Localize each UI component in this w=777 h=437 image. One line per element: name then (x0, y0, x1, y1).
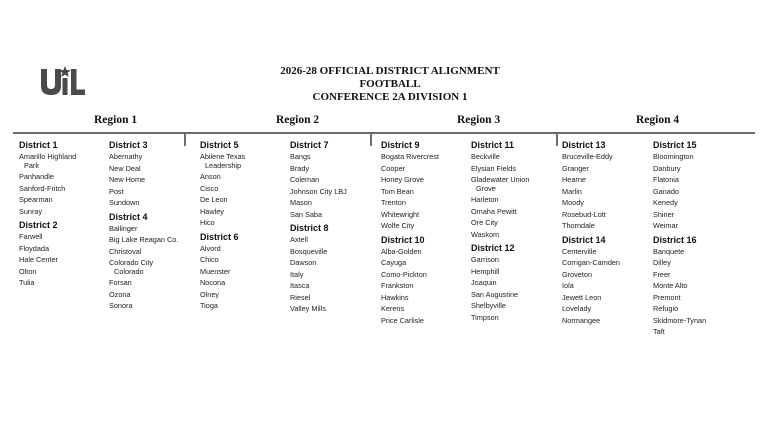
district-block (200, 231, 294, 311)
school-name (381, 282, 475, 291)
school-name (200, 279, 294, 288)
school-name (653, 153, 747, 162)
school-name (562, 317, 656, 326)
district-block (19, 219, 113, 288)
school-name (562, 248, 656, 257)
school-name-text: Alba-Golden (381, 246, 422, 256)
school-name (200, 268, 294, 277)
school-name (653, 282, 747, 291)
district-name: District 14 (562, 234, 606, 245)
school-name (653, 305, 747, 314)
district-name: District 6 (200, 231, 239, 242)
school-name (19, 153, 113, 170)
school-name (653, 188, 747, 197)
district-name: District 7 (290, 140, 329, 150)
school-name-text: Shelbyville (471, 301, 506, 310)
school-name (109, 259, 203, 276)
school-name (381, 188, 475, 197)
school-name-text: Dilley (653, 258, 671, 267)
school-name-text: San Saba (290, 209, 323, 219)
school-name-text: Chico (200, 255, 219, 264)
school-name (562, 222, 656, 231)
school-name-text: Whitewright (381, 209, 420, 219)
school-name (381, 176, 475, 185)
school-name (290, 211, 384, 220)
school-name (471, 302, 565, 311)
school-name (381, 305, 475, 314)
school-name-text: Waskom (471, 229, 500, 239)
school-name (19, 245, 113, 254)
school-name (200, 153, 294, 170)
district-block (653, 234, 747, 337)
school-name-text: Shiner (653, 209, 675, 219)
school-name-text: Muenster (200, 266, 231, 276)
school-name-continued: Grove (476, 183, 496, 193)
school-name-text: Refugio (653, 304, 679, 313)
document-title (230, 65, 550, 104)
school-name (381, 211, 475, 220)
school-name-text: Elysian Fields (471, 163, 517, 173)
school-name-text: Banquete (653, 246, 685, 256)
school-name-text: Ore City (471, 218, 498, 227)
school-name (471, 196, 565, 205)
school-name-text: Beckville (471, 152, 500, 161)
school-name (471, 279, 565, 288)
region-1-rule (13, 132, 184, 134)
school-name (290, 199, 384, 208)
school-name-text: Granger (562, 163, 589, 173)
school-name (471, 256, 565, 265)
school-name-text: Hearne (562, 175, 586, 184)
district-column (562, 139, 656, 328)
school-name-text: Bosqueville (290, 246, 328, 256)
school-name-text: Garrison (471, 255, 499, 264)
school-name-text: New Deal (109, 163, 141, 173)
school-name (19, 196, 113, 205)
title-line-2: FOOTBALL (359, 78, 421, 90)
school-name-text: Corrigan-Camden (562, 258, 620, 267)
school-name-text: Cisco (200, 183, 219, 193)
school-name-text: Bloomington (653, 152, 694, 161)
district-column (471, 139, 565, 325)
school-name (471, 176, 565, 193)
school-name (562, 165, 656, 174)
school-name (381, 259, 475, 268)
school-name (381, 153, 475, 162)
school-name-text: Hawkins (381, 292, 409, 302)
region-3-rule (372, 132, 556, 134)
district-name: District 1 (19, 140, 58, 150)
school-name (653, 248, 747, 257)
school-name-text: Tulia (19, 278, 35, 287)
school-name-text: Ganado (653, 186, 679, 196)
school-name (381, 317, 475, 326)
school-name-text: Floydada (19, 243, 50, 253)
school-name (19, 268, 113, 277)
district-name: District 13 (562, 140, 606, 150)
school-name-text: Alvord (200, 243, 221, 253)
school-name-continued: Leadership (205, 160, 242, 170)
school-name (381, 248, 475, 257)
school-name (200, 291, 294, 300)
school-name (109, 302, 203, 311)
district-name: District 12 (471, 243, 515, 253)
school-name-text: Sanford-Fritch (19, 183, 66, 193)
school-name (562, 176, 656, 185)
school-name (562, 188, 656, 197)
school-name-text: Honey Grove (381, 175, 424, 184)
school-name (471, 208, 565, 217)
district-column (290, 139, 384, 317)
school-name-text: Kerens (381, 304, 405, 313)
school-name (290, 294, 384, 303)
title-line-1: 2026-28 OFFICIAL DISTRICT ALIGNMENT (280, 65, 500, 77)
school-name-text: Trenton (381, 198, 406, 207)
school-name (562, 305, 656, 314)
school-name-text: Johnson City LBJ (290, 186, 347, 196)
school-name (290, 282, 384, 291)
district-name: District 5 (200, 140, 239, 150)
school-name (200, 208, 294, 217)
school-name (653, 317, 747, 326)
school-name (290, 305, 384, 314)
region-2-label: Region 2 (276, 114, 320, 126)
school-name (109, 153, 203, 162)
school-name-text: Premont (653, 292, 681, 302)
district-block (290, 222, 384, 314)
school-name-text: Colorado City (109, 258, 154, 267)
school-name (19, 279, 113, 288)
school-name-text: Jewett Leon (562, 292, 602, 302)
school-name (562, 282, 656, 291)
school-name (19, 185, 113, 194)
school-name (471, 165, 565, 174)
school-name-text: Joaquin (471, 278, 497, 287)
school-name-text: Skidmore-Tynan (653, 315, 707, 325)
school-name-text: Bogata Rivercrest (381, 152, 439, 161)
school-name-text: Groveton (562, 269, 593, 279)
school-name (653, 294, 747, 303)
region-3-label: Region 3 (457, 114, 501, 126)
school-name-text: Wolfe City (381, 221, 415, 230)
school-name (200, 256, 294, 265)
district-name: District 15 (653, 140, 697, 150)
school-name (109, 291, 203, 300)
school-name-text: Ozona (109, 289, 131, 299)
school-name-text: Brady (290, 163, 310, 173)
school-name (653, 222, 747, 231)
district-block (381, 139, 475, 231)
school-name-text: Big Lake Reagan Co. (109, 235, 179, 244)
school-name-text: Gladewater Union (471, 175, 530, 184)
school-name (109, 248, 203, 257)
school-name-text: Spearman (19, 195, 53, 204)
school-name-text: Normangee (562, 315, 601, 325)
district-block (19, 139, 113, 216)
school-name-text: Mason (290, 198, 312, 207)
district-column (109, 139, 203, 314)
school-name (19, 173, 113, 182)
school-name-text: Sundown (109, 198, 140, 207)
school-name (109, 225, 203, 234)
school-name (653, 165, 747, 174)
school-name-text: Bruceville-Eddy (562, 152, 613, 161)
school-name (562, 153, 656, 162)
school-name (200, 302, 294, 311)
school-name (290, 176, 384, 185)
school-name (290, 271, 384, 280)
title-line-3: CONFERENCE 2A DIVISION 1 (312, 91, 468, 103)
school-name (653, 176, 747, 185)
school-name-continued: Park (24, 160, 40, 170)
district-column (653, 139, 747, 340)
school-name (109, 188, 203, 197)
school-name-text: Tioga (200, 301, 218, 310)
school-name-text: Monte Alto (653, 281, 688, 290)
school-name (109, 236, 203, 245)
school-name-text: Harleton (471, 195, 499, 204)
school-name-text: Hico (200, 218, 215, 227)
district-name: District 2 (19, 220, 58, 230)
school-name-text: Omaha Pewitt (471, 206, 517, 216)
school-name-text: Abernathy (109, 152, 143, 161)
school-name-text: Cooper (381, 163, 405, 173)
district-block (653, 139, 747, 231)
school-name-text: Anson (200, 172, 221, 181)
school-name (471, 314, 565, 323)
school-name (290, 153, 384, 162)
school-name (200, 245, 294, 254)
district-column (200, 139, 294, 314)
district-name: District 8 (290, 223, 329, 233)
school-name-text: Frankston (381, 281, 414, 290)
school-name (381, 199, 475, 208)
school-name (200, 196, 294, 205)
school-name-text: Moody (562, 198, 584, 207)
school-name (471, 291, 565, 300)
school-name-text: Axtell (290, 235, 308, 244)
school-name-text: Post (109, 186, 124, 196)
school-name-text: Nocona (200, 278, 226, 287)
region-2-rule (186, 132, 370, 134)
school-name-text: Christoval (109, 246, 142, 256)
school-name (562, 294, 656, 303)
district-name: District 4 (109, 211, 148, 222)
school-name (381, 271, 475, 280)
school-name (290, 165, 384, 174)
school-name-text: Olney (200, 289, 220, 299)
school-name (109, 165, 203, 174)
school-name-text: Marlin (562, 186, 582, 196)
school-name (562, 271, 656, 280)
school-name (562, 199, 656, 208)
school-name-text: Iola (562, 281, 574, 290)
school-name (109, 279, 203, 288)
school-name-text: Centerville (562, 246, 597, 256)
school-name-text: Ballinger (109, 223, 138, 233)
school-name (471, 231, 565, 240)
district-column (19, 139, 113, 291)
region-4-rule (558, 132, 755, 134)
school-name-text: Weimar (653, 221, 679, 230)
school-name-text: Hemphill (471, 266, 500, 276)
school-name (653, 199, 747, 208)
school-name (471, 153, 565, 162)
school-name (290, 188, 384, 197)
school-name-text: Italy (290, 269, 304, 279)
school-name-text: Taft (653, 327, 665, 336)
school-name (381, 165, 475, 174)
school-name (471, 219, 565, 228)
school-name (562, 259, 656, 268)
school-name (200, 185, 294, 194)
district-column (381, 139, 475, 328)
district-name: District 9 (381, 140, 420, 150)
school-name (471, 268, 565, 277)
school-name (290, 248, 384, 257)
school-name (200, 173, 294, 182)
district-block (381, 234, 475, 326)
school-name (653, 211, 747, 220)
district-block (562, 234, 656, 326)
school-name (562, 211, 656, 220)
school-name-text: De Leon (200, 195, 228, 204)
school-name (381, 222, 475, 231)
school-name-text: Como-Pickton (381, 269, 427, 279)
school-name (381, 294, 475, 303)
district-name: District 10 (381, 234, 425, 245)
school-name (19, 256, 113, 265)
school-name-text: New Home (109, 175, 146, 184)
school-name-text: Itasca (290, 281, 310, 290)
district-block (109, 139, 203, 208)
school-name-text: Coleman (290, 175, 320, 184)
district-block (471, 139, 565, 239)
school-name-text: Olton (19, 266, 37, 276)
school-name-text: Kenedy (653, 198, 678, 207)
district-block (471, 242, 565, 322)
school-name-text: Amarillo Highland (19, 152, 77, 161)
school-name-text: Panhandle (19, 172, 54, 181)
district-name: District 3 (109, 140, 148, 150)
school-name-text: Rosebud-Lott (562, 209, 606, 219)
school-name (200, 219, 294, 228)
school-name-text: Freer (653, 269, 671, 279)
school-name-text: Flatonia (653, 175, 679, 184)
school-name (290, 236, 384, 245)
district-name: District 16 (653, 234, 697, 245)
region-4-label: Region 4 (636, 114, 680, 126)
school-name (19, 233, 113, 242)
school-name-text: San Augustine (471, 289, 519, 299)
school-name (653, 271, 747, 280)
uil-logo-icon (38, 64, 86, 98)
district-block (290, 139, 384, 219)
region-1-label: Region 1 (94, 114, 138, 126)
school-name (109, 199, 203, 208)
school-name (653, 259, 747, 268)
school-name-text: Sunray (19, 206, 43, 216)
school-name-text: Abilene Texas (200, 152, 246, 161)
school-name-text: Bangs (290, 152, 311, 161)
school-name-text: Hawley (200, 206, 224, 216)
school-name-text: Tom Bean (381, 186, 414, 196)
school-name-text: Farwell (19, 232, 43, 241)
school-name-text: Riesel (290, 292, 311, 302)
district-name: District 11 (471, 140, 515, 150)
school-name-text: Cayuga (381, 258, 407, 267)
district-block (200, 139, 294, 228)
school-name-text: Lovelady (562, 304, 592, 313)
district-block (562, 139, 656, 231)
school-name (109, 176, 203, 185)
school-name-text: Dawson (290, 258, 317, 267)
school-name (19, 208, 113, 217)
school-name-text: Danbury (653, 163, 681, 173)
school-name (290, 259, 384, 268)
school-name-text: Thorndale (562, 221, 595, 230)
school-name-text: Hale Center (19, 255, 58, 264)
school-name-text: Sonora (109, 301, 133, 310)
school-name-continued: Colorado (114, 266, 144, 276)
school-name-text: Forsan (109, 278, 132, 287)
school-name (653, 328, 747, 337)
school-name-text: Timpson (471, 312, 499, 322)
district-block (109, 211, 203, 311)
school-name-text: Valley Mills (290, 304, 326, 313)
school-name-text: Price Carlisle (381, 315, 424, 325)
